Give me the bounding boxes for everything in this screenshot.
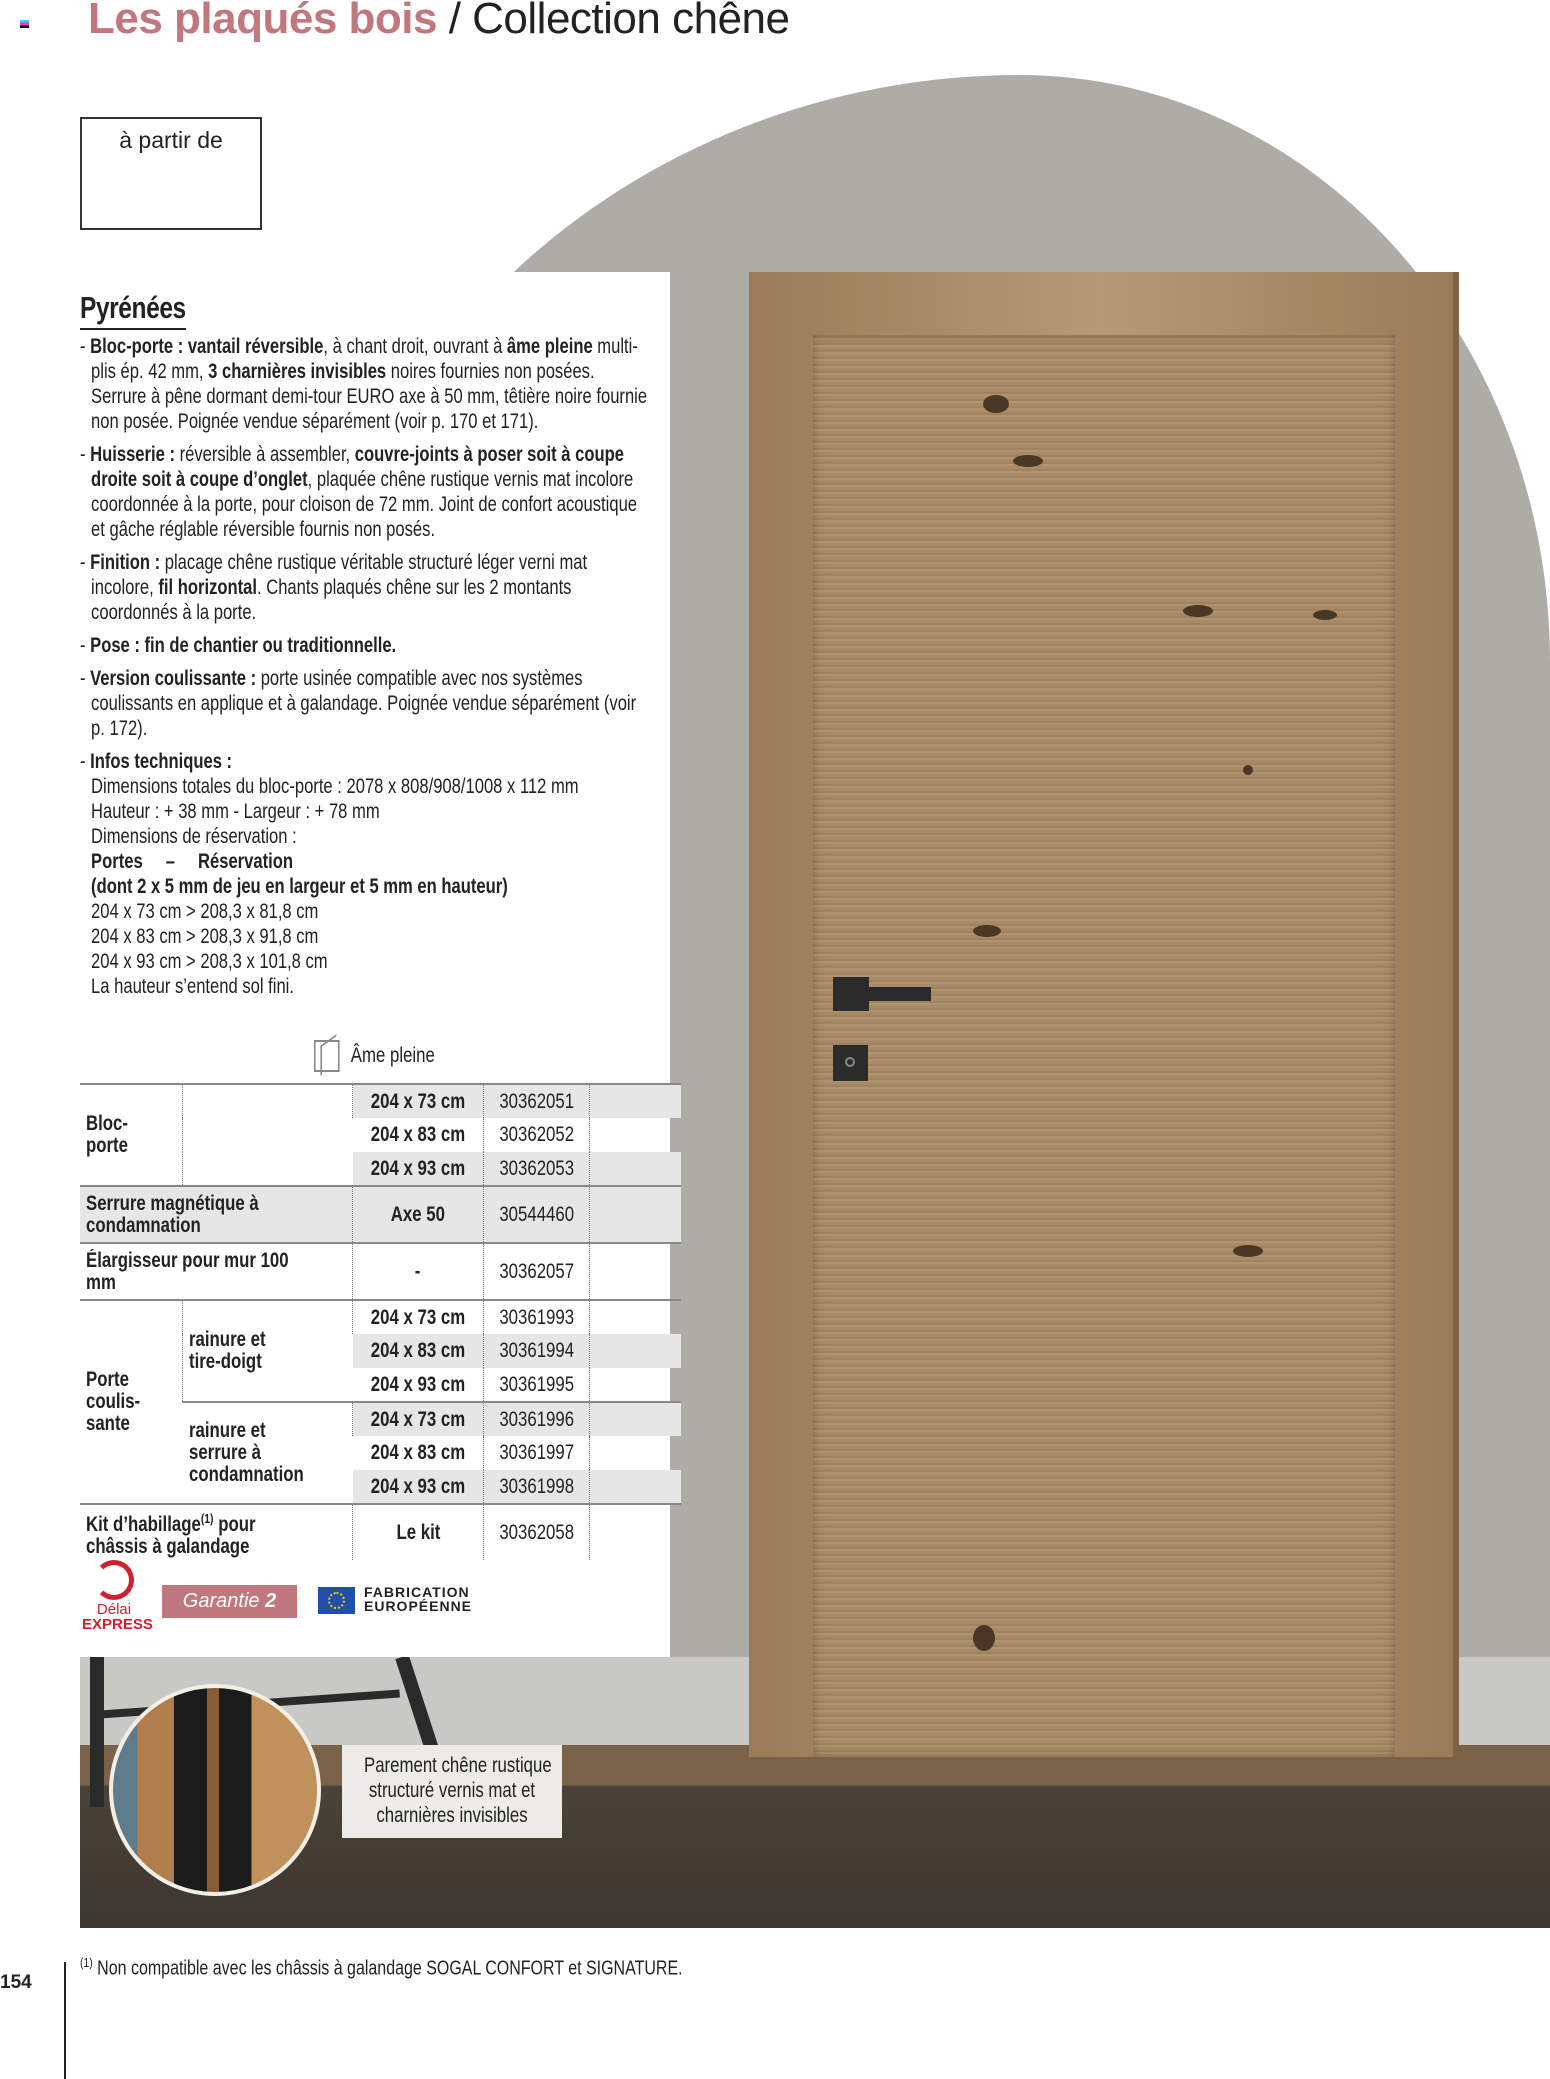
footnote	[80, 1955, 683, 1981]
price-label: à partir de	[119, 127, 223, 153]
photo-caption	[342, 1745, 562, 1838]
feature-text: placage chêne rustique véritable structuré léger verni mat incolore,	[91, 551, 588, 599]
feature-text: . Chants plaqués chêne sur les 2 montants coordonnés à la porte.	[91, 576, 572, 624]
table-row	[80, 1300, 681, 1334]
express-label: EXPRESS	[82, 1616, 153, 1633]
fab-line-1: FABRICATION	[364, 1584, 470, 1600]
row-label: Porte coulis-sante	[86, 1368, 141, 1435]
size: Le kit	[396, 1520, 440, 1544]
reference: 30362057	[499, 1259, 575, 1283]
delai-label: Délai	[96, 1601, 132, 1618]
title-main: Les plaqués bois	[88, 0, 437, 43]
table-row	[80, 1186, 681, 1243]
feature-text: -	[80, 443, 91, 466]
reference: 30361994	[499, 1339, 575, 1362]
tech-line: Portes – Réservation	[91, 850, 293, 873]
tech-info	[80, 774, 649, 999]
row-sublabel: rainure et tire-doigt	[189, 1328, 266, 1373]
european-manufacturing-label	[364, 1585, 472, 1613]
feature-text: noires fournies non posées. Serrure à pêne dormant demi-tour EURO axe à 50 mm, têtière noire fournie non posée. Poignée vendue séparément (voir p. 170 et 171).	[91, 360, 648, 433]
row-label: Serrure magnétique à condamnation	[86, 1191, 259, 1237]
feature-text: -	[80, 750, 91, 773]
feature-text: -	[80, 634, 91, 657]
table-row	[80, 1084, 681, 1118]
door-handle-icon	[833, 981, 931, 1003]
column-header-label: Âme pleine	[350, 1044, 435, 1067]
feature-text: porte usinée compatible avec nos systèmes coulissants en applique et à galandage. Poignée vendue séparément (voir p. 172).	[91, 667, 637, 740]
size: 204 x 83 cm	[370, 1123, 465, 1146]
eu-flag-icon	[318, 1587, 355, 1614]
feature-list	[80, 334, 649, 774]
hinge-detail-photo	[109, 1684, 321, 1896]
kit-label-2: pour châssis à galandage	[86, 1512, 256, 1558]
feature-item	[80, 749, 649, 774]
express-delivery-badge	[82, 1560, 153, 1633]
chair-leg	[90, 1657, 104, 1807]
badges	[82, 1560, 502, 1645]
size: 204 x 83 cm	[370, 1339, 465, 1362]
reference: 30361993	[499, 1305, 575, 1329]
feature-item	[80, 442, 649, 542]
warranty-years: 2 ANS	[208, 1590, 277, 1645]
tech-line: 204 x 73 cm > 208,3 x 81,8 cm	[91, 900, 319, 923]
warranty-badge	[162, 1585, 297, 1645]
feature-bold-text: 3 charnières invisibles	[208, 360, 387, 383]
tech-line: 204 x 83 cm > 208,3 x 91,8 cm	[91, 925, 319, 948]
feature-bold-text: Finition :	[90, 551, 161, 574]
feature-text: -	[80, 667, 91, 690]
feature-bold-text: couvre-joints à poser soit à coupe droite soit à coupe d’onglet	[91, 443, 624, 491]
tech-line: (dont 2 x 5 mm de jeu en largeur et 5 mm en hauteur)	[91, 875, 508, 898]
tech-line: Hauteur : + 38 mm - Largeur : + 78 mm	[91, 800, 380, 823]
reference: 30361995	[499, 1372, 575, 1396]
feature-bold-text: Bloc-porte : vantail réversible	[90, 335, 324, 358]
reference: 30361998	[499, 1474, 575, 1498]
caption-line: charnières invisibles	[376, 1804, 528, 1827]
reference: 30362051	[499, 1089, 575, 1113]
reference: 30361997	[499, 1441, 575, 1464]
title-sub: / Collection chêne	[436, 0, 790, 43]
feature-bold-text: Huisserie :	[90, 443, 175, 466]
reference: 30362058	[499, 1520, 575, 1544]
feature-bold-text: âme pleine	[506, 335, 593, 358]
feature-bold-text: fil horizontal	[158, 576, 257, 599]
feature-item	[80, 666, 649, 741]
reference: 30544460	[499, 1202, 575, 1226]
express-clock-icon	[94, 1560, 134, 1600]
feature-item	[80, 334, 649, 434]
product-name: Pyrénées	[80, 290, 186, 330]
product-table	[80, 1083, 681, 1560]
size: 204 x 73 cm	[370, 1305, 466, 1329]
door-image	[813, 335, 1395, 1757]
feature-text: , plaquée chêne rustique vernis mat incolore coordonnée à la porte, pour cloison de 72 mm. Joint de confort acoustique et gâche réglable réversible fournis non posés.	[91, 468, 638, 541]
footnote-text: Non compatible avec les châssis à galandage SOGAL CONFORT et SIGNATURE.	[92, 1957, 683, 1980]
product-description	[80, 290, 649, 999]
size: -	[415, 1259, 421, 1283]
size: 204 x 93 cm	[370, 1474, 465, 1498]
size: Axe 50	[390, 1202, 446, 1226]
tech-line: 204 x 93 cm > 208,3 x 101,8 cm	[91, 950, 328, 973]
feature-text: , à chant droit, ouvrant à	[323, 335, 507, 358]
size: 204 x 83 cm	[370, 1441, 465, 1464]
print-registration-marks	[20, 20, 29, 28]
fab-line-2: EUROPÉENNE	[364, 1598, 473, 1614]
feature-item	[80, 550, 649, 625]
row-label: Bloc-porte	[86, 1112, 128, 1157]
row-sublabel: rainure et serrure à condamnation	[188, 1419, 304, 1486]
feature-text: -	[80, 551, 91, 574]
table-row	[80, 1504, 681, 1560]
tech-line: La hauteur s’entend sol fini.	[91, 975, 294, 998]
feature-text: -	[80, 335, 91, 358]
door-lock-icon	[833, 1045, 868, 1081]
reference: 30362053	[499, 1156, 575, 1180]
feature-bold-text: Infos techniques :	[90, 750, 233, 773]
feature-item	[80, 633, 649, 658]
feature-bold-text: Version coulissante :	[90, 667, 257, 690]
footnote-ref: (1)	[200, 1510, 214, 1526]
table-row	[80, 1243, 681, 1300]
page-title	[88, 0, 789, 44]
feature-text: réversible à assembler,	[174, 443, 355, 466]
size: 204 x 93 cm	[370, 1156, 465, 1180]
kit-label: Kit d’habillage	[86, 1512, 201, 1536]
feature-bold-text: Pose : fin de chantier ou traditionnelle.	[90, 634, 397, 657]
footnote-marker: (1)	[80, 1955, 93, 1970]
column-header	[314, 1040, 435, 1072]
row-label: Élargisseur pour mur 100 mm	[86, 1248, 289, 1294]
price-box	[80, 117, 262, 230]
size: 204 x 73 cm	[370, 1407, 466, 1431]
reference: 30361996	[499, 1407, 575, 1431]
page-number: 154	[0, 1972, 32, 1993]
caption-line: structuré vernis mat et	[368, 1779, 536, 1802]
row-label	[86, 1508, 294, 1558]
warranty-label: Garantie	[182, 1590, 266, 1612]
reference: 30362052	[499, 1123, 575, 1146]
size: 204 x 73 cm	[370, 1089, 466, 1113]
tech-line: Dimensions de réservation :	[91, 825, 297, 848]
size: 204 x 93 cm	[370, 1372, 465, 1396]
feature-text: multi-plis ép. 42 mm,	[91, 335, 638, 383]
margin-rule	[64, 1962, 66, 2079]
solid-core-icon	[314, 1040, 340, 1072]
caption-line: Parement chêne rustique	[364, 1754, 552, 1777]
tech-line: Dimensions totales du bloc-porte : 2078 x 808/908/1008 x 112 mm	[91, 775, 579, 798]
